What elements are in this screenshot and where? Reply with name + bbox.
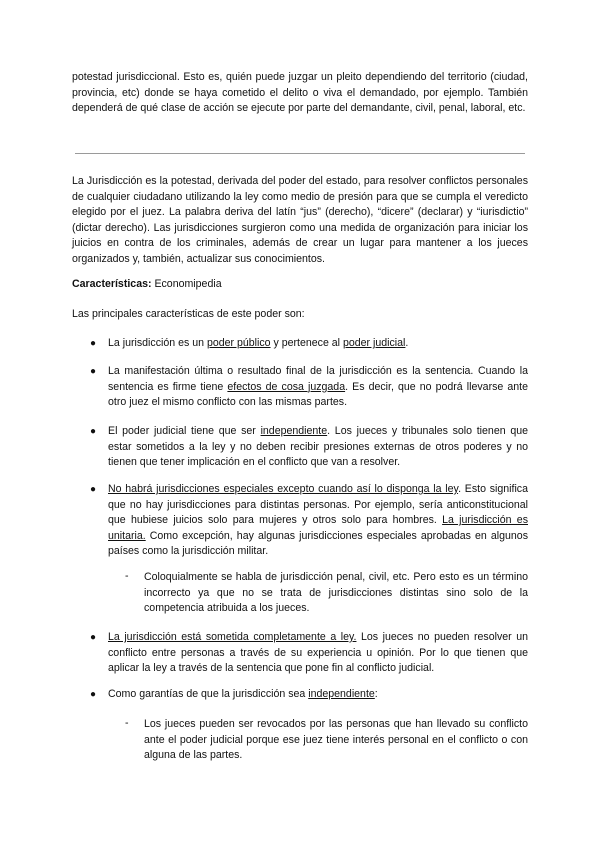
link-independiente[interactable]: independiente bbox=[260, 425, 328, 437]
list-item: No habrá jurisdicciones especiales excepto cuando así lo disponga la ley. Esto significa que no hay jurisdicciones para distintas personas. Por ejemplo, sería anticonstitucional que hubiese juicios solo para mujeres y otros solo para hombres. La jurisdicción es unitaria. Como excepción, hay algunas jurisdicciones especiales aprobadas en algunos países como la jurisdicción militar. bbox=[108, 483, 528, 558]
characteristics-heading bbox=[72, 277, 528, 293]
underlined-sometida-a-ley: La jurisdicción está sometida completamente a ley. bbox=[108, 631, 357, 643]
intro-paragraph: potestad jurisdiccional. Esto es, quién puede juzgar un pleito dependiendo del territorio (ciudad, provincia, etc) donde se haya cometido el delito o viva el demandado, por ejemplo. También dependerá de qué clase de acción se ejecute por parte del demandante, civil, penal, laboral, etc. bbox=[72, 71, 528, 115]
bullet-icon: ● bbox=[90, 632, 97, 643]
bullet-icon: ● bbox=[90, 426, 97, 437]
link-independiente-2[interactable]: independiente bbox=[308, 688, 375, 700]
list-item: La manifestación última o resultado final de la jurisdicción es la sentencia. Cuando la sentencia es firme tiene efectos de cosa juzgada. Es decir, que no podrá llevarse ante otro juez el mismo conflicto con las mismas partes. bbox=[108, 365, 528, 409]
link-poder-judicial[interactable]: poder judicial bbox=[342, 337, 406, 349]
definition-paragraph: La Jurisdicción es la potestad, derivada del poder del estado, para resolver conflictos personales de cualquier ciudadano utilizando la ley como medio de presión para que se cumpla el veredicto elegido por el juez. La palabra deriva del latín “jus” (derecho), “dicere” (declarar) y “iurisdictio” (dictar derecho). Las jurisdicciones surgieron como una medida de organización para iniciar los juicios en contra de los criminales, además de crear un lugar para mantener a los jueces organizados y, también, actualizar sus conocimientos. bbox=[72, 175, 528, 265]
bullet-icon: ● bbox=[90, 689, 97, 700]
horizontal-divider bbox=[75, 153, 525, 154]
underlined-jurisdiccion-unitaria: La jurisdicción es unitaria. bbox=[108, 514, 528, 542]
bullet-icon: ● bbox=[90, 366, 97, 377]
list-intro: Las principales características de este poder son: bbox=[72, 308, 305, 320]
sub-list-item: Los jueces pueden ser revocados por las personas que han llevado su conflicto ante el poder judicial porque ese juez tiene interés personal en el conflicto o con alguna de las partes. bbox=[144, 718, 528, 762]
list-item: La jurisdicción está sometida completamente a ley. Los jueces no pueden resolver un conflicto entre personas a través de su experiencia u opinión. Por lo que tienen que aplicar la ley a través de la sentencia que pone fin al conflicto judicial. bbox=[108, 631, 528, 675]
link-poder-publico[interactable]: poder público bbox=[206, 337, 271, 349]
underlined-jurisdicciones-especiales: No habrá jurisdicciones especiales excepto cuando así lo disponga la ley bbox=[108, 483, 459, 495]
dash-icon: - bbox=[125, 570, 129, 582]
dash-icon: - bbox=[125, 717, 129, 729]
list-item: Como garantías de que la jurisdicción sea independiente: bbox=[108, 688, 378, 700]
characteristics-source: Economipedia bbox=[151, 278, 222, 290]
list-item: El poder judicial tiene que ser independiente. Los jueces y tribunales solo tienen que estar sometidos a la ley y no deben recibir presiones externas de otros poderes y no tienen que tener implicación en el conflicto que van a resolver. bbox=[108, 425, 528, 469]
characteristics-label: Características: bbox=[72, 278, 152, 290]
bullet-icon: ● bbox=[90, 338, 97, 349]
sub-list-item: Coloquialmente se habla de jurisdicción penal, civil, etc. Pero esto es un término incorrecto ya que no se trata de jurisdicciones distintas sino solo de la competencia atribuida a los jueces. bbox=[144, 571, 528, 615]
link-efectos-cosa-juzgada[interactable]: efectos de cosa juzgada bbox=[227, 380, 346, 393]
bullet-icon: ● bbox=[90, 484, 97, 495]
list-item: La jurisdicción es un poder público y pertenece al poder judicial. bbox=[108, 337, 409, 349]
